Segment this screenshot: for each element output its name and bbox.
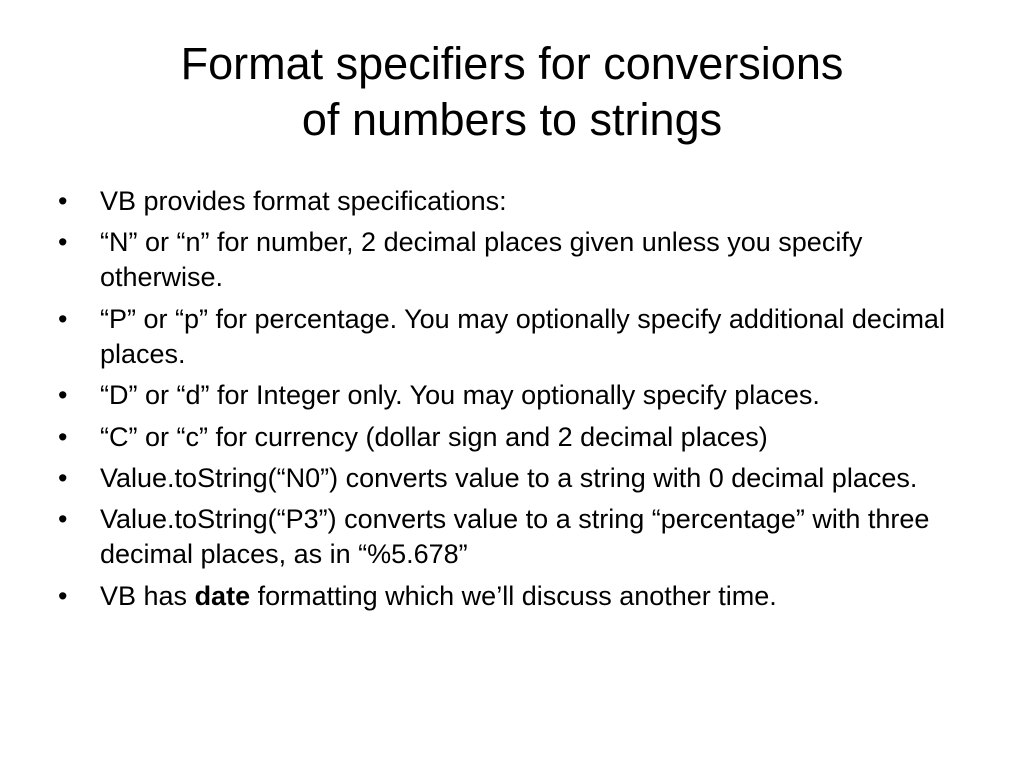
bullet-text: VB provides format specifications: <box>100 186 507 216</box>
bullet-point-icon: • <box>58 186 68 216</box>
bullet-text: “P” or “p” for percentage. You may optionally specify additional decimal places. <box>100 303 945 369</box>
bullet-point-icon: • <box>58 580 68 611</box>
bullet-point-icon: • <box>58 303 68 334</box>
bullet-point-icon: • <box>58 421 68 452</box>
bullet-item-vb-format-specs <box>58 184 978 219</box>
bullet-point-icon: • <box>58 227 68 258</box>
slide-title <box>40 36 984 148</box>
bullet-item-percentage-format <box>58 302 978 372</box>
bullet-list <box>58 184 978 620</box>
bullet-text: “C” or “c” for currency (dollar sign and 2 decimal places) <box>100 421 768 452</box>
bullet-text-after-bold: formatting which we’ll discuss another time. <box>250 580 777 611</box>
bullet-text-before-bold: VB has <box>100 580 195 611</box>
bullet-point-icon: • <box>58 462 68 493</box>
slide-title-line-1: Format specifiers for conversions <box>180 38 844 89</box>
bullet-text: “D” or “d” for Integer only. You may optionally specify places. <box>100 380 820 411</box>
bullet-item-date-formatting <box>58 579 978 614</box>
bullet-item-number-format <box>58 225 978 295</box>
bullet-point-icon: • <box>58 380 68 411</box>
bullet-item-tostring-p3 <box>58 502 978 572</box>
bullet-item-tostring-n0 <box>58 461 978 496</box>
bullet-text: Value.toString(“P3”) converts value to a string “percentage” with three decimal places, as in “%5.678” <box>100 504 930 570</box>
bullet-item-currency-format <box>58 420 978 455</box>
bullet-point-icon: • <box>58 504 68 535</box>
slide-title-line-2: of numbers to strings <box>301 94 723 145</box>
bullet-text: “N” or “n” for number, 2 decimal places given unless you specify otherwise. <box>100 227 863 293</box>
bullet-text: Value.toString(“N0”) converts value to a string with 0 decimal places. <box>100 462 918 493</box>
bullet-text <box>100 579 978 614</box>
bold-word-date: date <box>194 580 251 611</box>
bullet-item-integer-format <box>58 378 978 413</box>
